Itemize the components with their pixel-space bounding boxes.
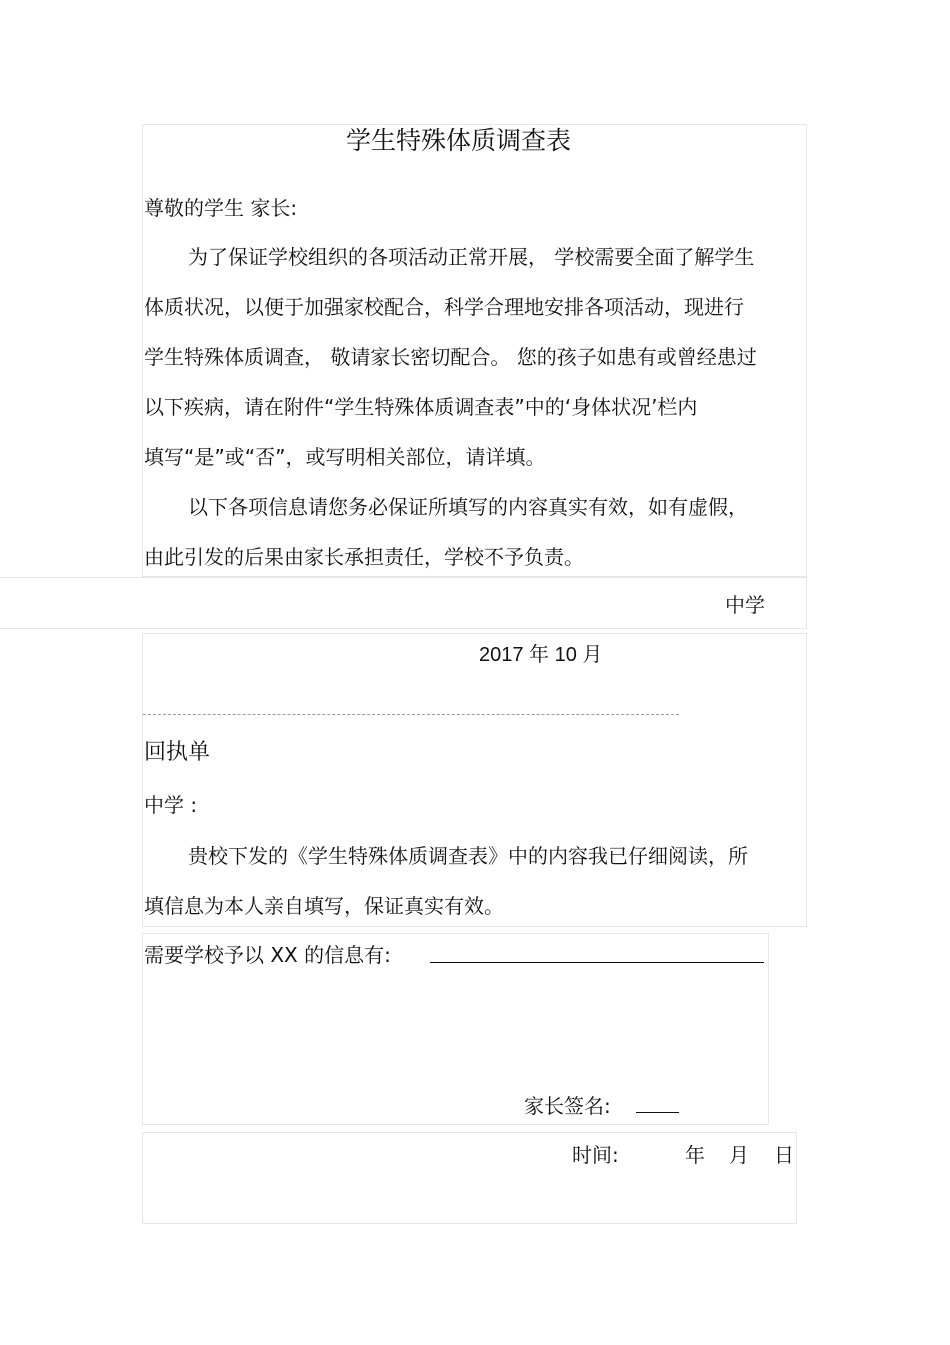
paragraph-line: 由此引发的后果由家长承担责任，学校不予负责。 — [144, 545, 584, 569]
page-title: 学生特殊体质调查表 — [346, 126, 572, 155]
signature-label: 家长签名: — [524, 1094, 611, 1118]
frame-middle — [142, 633, 807, 927]
paragraph-line: 为了保证学校组织的各项活动正常开展， 学校需要全面了解学生 — [188, 245, 755, 269]
signature-field[interactable] — [636, 1112, 679, 1113]
salutation: 尊敬的学生 家长: — [144, 196, 298, 220]
receipt-line: 填信息为本人亲自填写，保证真实有效。 — [144, 894, 504, 918]
info-field[interactable] — [430, 962, 764, 963]
time-month: 月 — [729, 1143, 749, 1167]
receipt-heading: 回执单 — [144, 740, 211, 765]
time-day: 日 — [774, 1143, 794, 1167]
cut-line — [143, 714, 679, 715]
paragraph-line: 以下疾病，请在附件“学生特殊体质调查表”中的‘身体状况’栏内 — [144, 395, 698, 419]
receipt-line: 贵校下发的《学生特殊体质调查表》中的内容我已仔细阅读，所 — [188, 844, 748, 868]
time-year: 年 — [685, 1143, 705, 1167]
time-label: 时间: — [572, 1143, 619, 1167]
paragraph-line: 体质状况，以便于加强家校配合，科学合理地安排各项活动，现进行 — [144, 295, 744, 319]
paragraph-line: 填写“是”或“否”，或写明相关部位，请详填。 — [144, 445, 546, 469]
receipt-addressee: 中学 : — [144, 793, 198, 817]
issue-date: 2017 年 10 月 — [479, 644, 603, 666]
paragraph-line: 以下各项信息请您务必保证所填写的内容真实有效，如有虚假， — [188, 495, 748, 519]
info-label: 需要学校予以 XX 的信息有: — [144, 943, 391, 967]
paragraph-line: 学生特殊体质调查， 敬请家长密切配合。 您的孩子如患有或曾经患过 — [144, 345, 757, 369]
frame-school — [0, 577, 807, 629]
school-name: 中学 — [725, 593, 765, 617]
